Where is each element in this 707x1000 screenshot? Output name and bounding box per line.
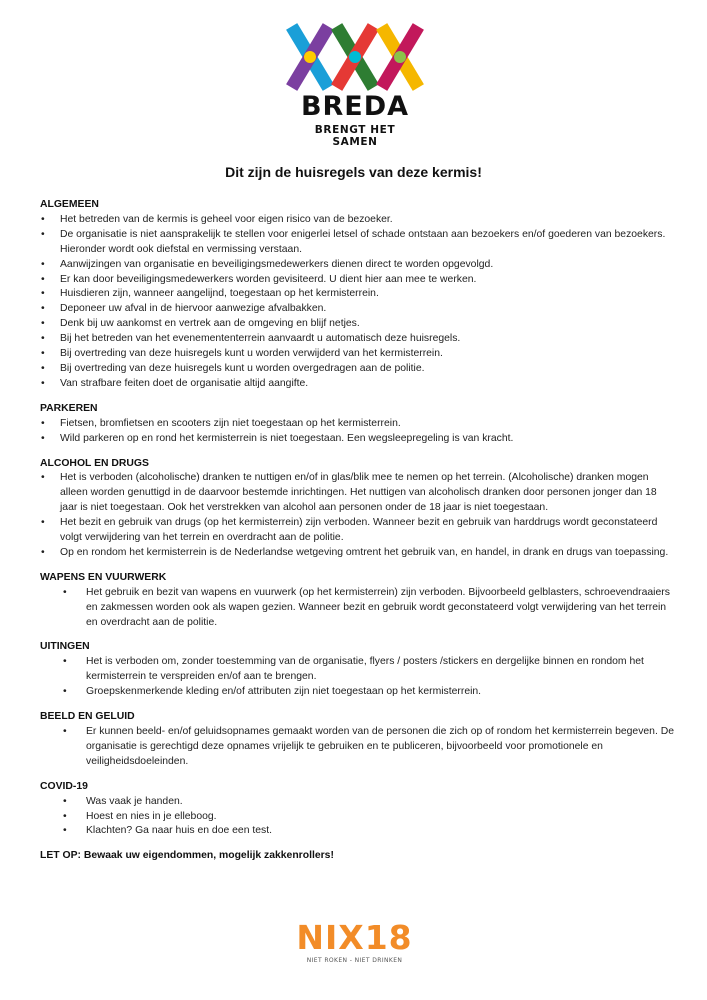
rule-section: [40, 402, 675, 447]
breda-logo-mark: [285, 22, 425, 92]
rule-list: [40, 586, 675, 631]
rule-item: • Het is verboden om, zonder toestemming van de organisatie, flyers / posters /stickers en dergelijke binnen en rondom het kermisterrein te verspreiden en/of aan te brengen.: [40, 655, 675, 685]
rule-item: • Denk bij uw aankomst en vertrek aan de omgeving en blijf netjes.: [40, 317, 675, 332]
rule-section: [40, 571, 675, 631]
section-heading: BEELD EN GELUID: [40, 711, 135, 723]
rule-section: [40, 780, 675, 840]
rule-item: • Er kunnen beeld- en/of geluidsopnames gemaakt worden van de personen die zich op of rondom het kermisterrein begeven. De organisatie is gerechtigd deze opnames vrijelijk te gebruiken en te publiceren, bijvoorbeeld voor promotionele en veiligheidsdoeleinden.: [40, 725, 675, 770]
rule-item: • Deponeer uw afval in de hiervoor aanwezige afvalbakken.: [40, 302, 675, 317]
rule-item: • Op en rondom het kermisterrein is de Nederlandse wetgeving omtrent het gebruik van, en handel, in drank en drugs van toepassing.: [40, 546, 675, 561]
rule-section: [40, 198, 675, 392]
breda-xxx-icon: [285, 22, 425, 92]
rule-item: • Van strafbare feiten doet de organisatie altijd aangifte.: [40, 377, 675, 392]
rule-section: [40, 457, 675, 561]
rule-list: [40, 213, 675, 392]
rule-section: [40, 710, 675, 770]
rule-section: [40, 640, 675, 700]
pickpocket-warning: LET OP: Bewaak uw eigendommen, mogelijk zakkenrollers!: [40, 850, 334, 862]
section-heading: ALCOHOL EN DRUGS: [40, 457, 149, 469]
house-rules: [40, 198, 675, 864]
rule-item: • Wild parkeren op en rond het kermisterrein is niet toegestaan. Een wegsleepregeling is van kracht.: [40, 432, 675, 447]
rule-sections: [40, 198, 675, 839]
rule-item: • Het gebruik en bezit van wapens en vuurwerk (op het kermisterrein) zijn verboden. Bijvoorbeeld gelblasters, schroevendraaiers en zakmessen worden ook als wapen gezien. Wanneer bezit en gebruik wordt geconstateerd volgt verwijdering van het terrein en overdracht aan de politie.: [40, 586, 675, 631]
rule-item: • De organisatie is niet aansprakelijk te stellen voor enigerlei letsel of schade ontstaan aan bezoekers en/of goederen van bezoekers. Hieronder wordt ook diefstal en vermissing verstaan.: [40, 228, 675, 258]
rule-list: [40, 725, 675, 770]
section-heading: PARKEREN: [40, 402, 98, 414]
rule-item: • Bij overtreding van deze huisregels kunt u worden verwijderd van het kermisterrein.: [40, 347, 675, 362]
section-heading: UITINGEN: [40, 641, 90, 653]
rule-item: • Het betreden van de kermis is geheel voor eigen risico van de bezoeker.: [40, 213, 675, 228]
rule-item: • Bij het betreden van het evenemententerrein aanvaardt u automatisch deze huisregels.: [40, 332, 675, 347]
rule-item: • Aanwijzingen van organisatie en beveiligingsmedewerkers dienen direct te worden opgevolgd.: [40, 258, 675, 273]
rule-item: • Was vaak je handen.: [40, 795, 675, 810]
rule-item: • Het bezit en gebruik van drugs (op het kermisterrein) zijn verboden. Wanneer bezit en gebruik van harddrugs wordt geconstateerd volgt verwijdering van het terrein en overdracht aan de politie.: [40, 516, 675, 546]
page-title: Dit zijn de huisregels van deze kermis!: [225, 164, 482, 180]
rule-item: • Er kan door beveiligingsmedewerkers worden gevisiteerd. U dient hier aan mee te werken.: [40, 273, 675, 288]
rule-item: • Huisdieren zijn, wanneer aangelijnd, toegestaan op het kermisterrein.: [40, 287, 675, 302]
breda-tagline: BRENGT HET SAMEN: [314, 124, 396, 148]
breda-wordmark: BREDA: [300, 91, 410, 122]
rule-list: [40, 471, 675, 560]
rule-item: • Groepskenmerkende kleding en/of attributen zijn niet toegestaan op het kermisterrein.: [40, 685, 675, 700]
rule-list: [40, 795, 675, 840]
rule-item: • Fietsen, bromfietsen en scooters zijn niet toegestaan op het kermisterrein.: [40, 417, 675, 432]
nix18-wordmark: NIX18: [296, 918, 413, 957]
nix18-logo: [282, 920, 427, 964]
nix18-tagline: NIET ROKEN - NIET DRINKEN: [306, 957, 403, 964]
section-heading: COVID-19: [40, 780, 88, 792]
rule-item: • Klachten? Ga naar huis en doe een test.: [40, 824, 675, 839]
section-heading: WAPENS EN VUURWERK: [40, 571, 167, 583]
rule-item: • Bij overtreding van deze huisregels kunt u worden overgedragen aan de politie.: [40, 362, 675, 377]
section-heading: ALGEMEEN: [40, 199, 99, 210]
rule-list: [40, 417, 675, 447]
rule-item: • Het is verboden (alcoholische) dranken te nuttigen en/of in glas/blik mee te nemen op het terrein. (Alcoholische) dranken mogen alleen worden genuttigd in de daarvoor bestemde inrichtingen. Het nuttigen van alcoholisch dranken door personen jonger dan 18 jaar is niet toegestaan. Ook het verstrekken van alcohol aan personen onder de 18 jaar is niet toegestaan.: [40, 471, 675, 516]
rule-list: [40, 655, 675, 700]
rule-item: • Hoest en nies in je elleboog.: [40, 810, 675, 825]
